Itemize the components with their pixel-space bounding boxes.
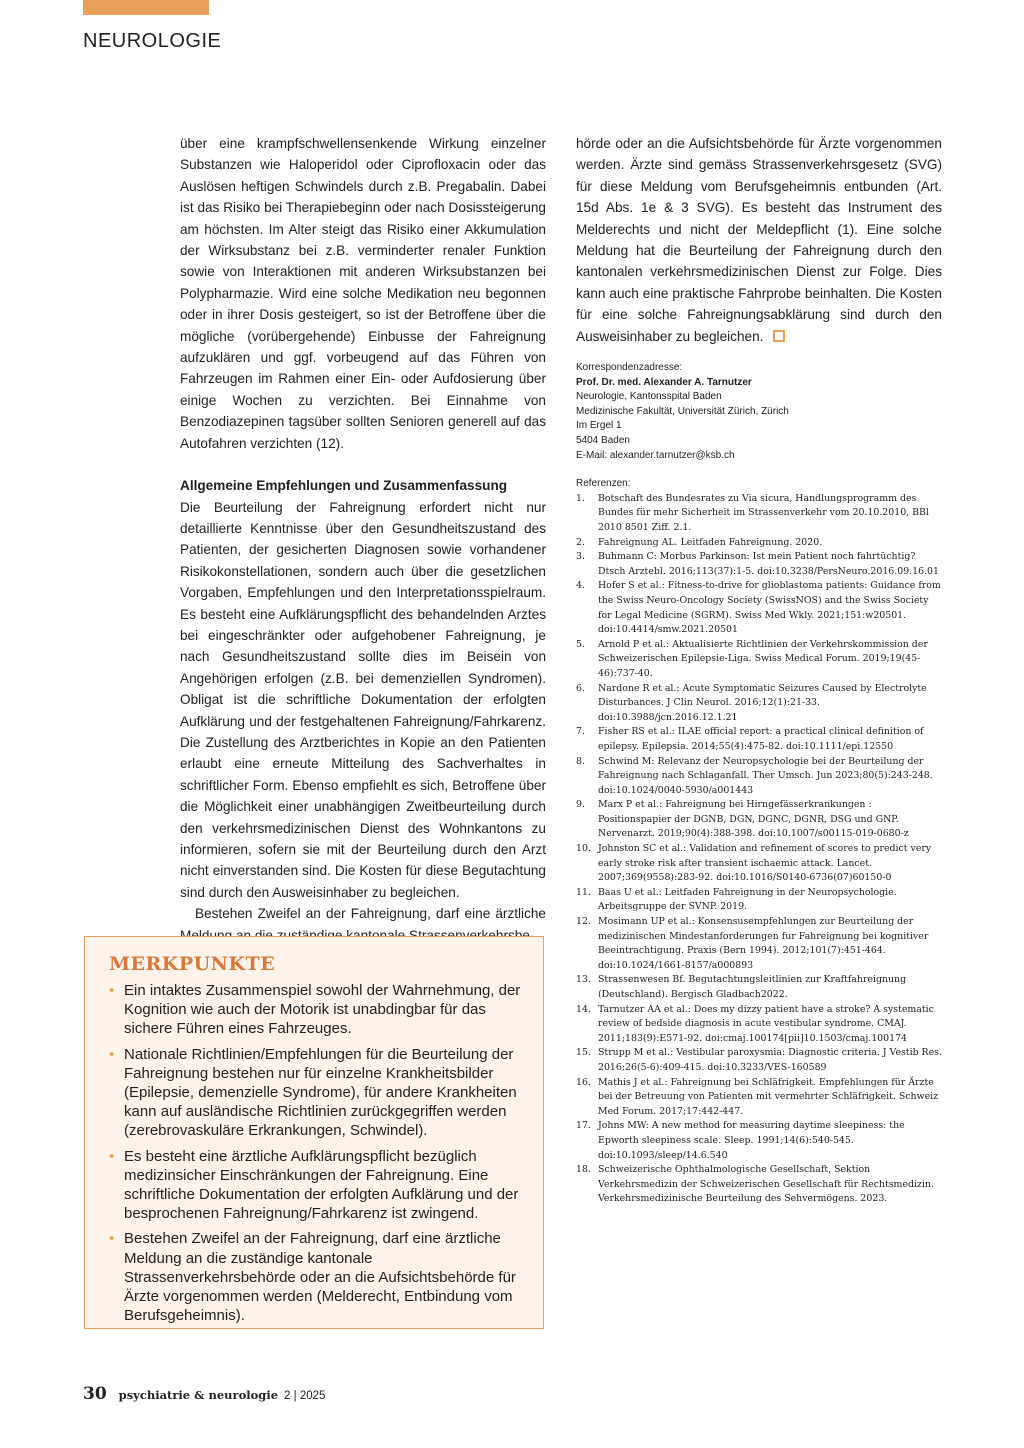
reference-item xyxy=(576,915,942,973)
reference-item xyxy=(576,682,942,726)
page-number: 30 xyxy=(83,1384,107,1404)
reference-number: 11. xyxy=(576,886,591,898)
reference-text: Johns MW: A new method for measuring daytime sleepiness: the Epworth sleepiness scale. Sleep. 1991;14(6):540-545. doi:10.1093/sleep/14.6.540 xyxy=(598,1120,905,1161)
bullet-icon: • xyxy=(109,1147,115,1165)
bullet-icon: • xyxy=(109,1230,115,1248)
reference-text: Strupp M et al.: Vestibular paroxysmia: Diagnostic criteria. J Vestib Res. 2016;26(5-6):409-415. doi:10.3233/VES-160589 xyxy=(598,1047,942,1073)
key-point-text: Bestehen Zweifel an der Fahreignung, darf eine ärztliche Meldung an die zuständige kantonale Strassenverkehrsbehörde oder an die Aufsichtsbehörde für Ärzte vorgenommen werden (Melderecht, Entbindung vom Berufsgeheimnis). xyxy=(124,1230,516,1325)
key-point-item xyxy=(109,1229,521,1325)
reference-text: Strassenwesen Bf. Begutachtungsleitlinien zur Kraftfahreignung (Deutschland). Bergisch Gladbach2022. xyxy=(598,974,907,1000)
key-point-item xyxy=(109,1045,521,1141)
reference-item xyxy=(576,1163,942,1207)
reference-number: 14. xyxy=(576,1003,591,1015)
contact-line: Neurologie, Kantonsspital Baden xyxy=(576,391,722,403)
reference-number: 18. xyxy=(576,1164,591,1176)
key-point-text: Es besteht eine ärztliche Aufklärungspflicht bezüglich medizinsicher Einschränkungen der Fahreignung. Eine schriftliche Dokumentation der erfolgten Aufklärung und der besprochenen Fahreignung/Fahrkarenz ist zwingend. xyxy=(124,1147,519,1223)
reference-text: Mathis J et al.: Fahreignung bei Schläfrigkeit. Empfehlungen für Ärzte bei der Betreuung von Patienten mit vermehrter Schläfrigkeit. Schweiz Med Forum. 2017;17:442-447. xyxy=(598,1076,939,1117)
body-paragraph-text: hörde oder an die Aufsichtsbehörde für Ärzte vorgenommen werden. Ärzte sind gemäss Strassenverkehrsgesetz (SVG) für diese Meldung vom Berufsgeheimnis entbunden (Art. 15d Abs. 1e & 3 SVG). Es besteht das Instrument des Melderechts und nicht der Meldepflicht (1). Eine solche Meldung hat die Beurteilung der Fahreignung durch den kantonalen verkehrsmedizinischen Dienst zur Folge. Dies kann auch eine praktische Fahrprobe beinhalten. Die Kosten für eine solche Fahreignungsabklärung sind durch den Ausweisinhaber zu begleichen. xyxy=(576,136,942,344)
reference-text: Fahreignung AL. Leitfaden Fahreignung. 2020. xyxy=(598,536,823,548)
reference-text: Schweizerische Ophthalmologische Gesellschaft, Sektion Verkehrsmedizin der Schweizerischen Gesellschaft für Rechtsmedizin. Verkehrsmedizinische Beurteilung des Sehvermögens. 2023. xyxy=(598,1164,934,1205)
references-list xyxy=(576,492,942,1207)
reference-item xyxy=(576,973,942,1002)
section-heading: Allgemeine Empfehlungen und Zusammenfassung xyxy=(180,478,508,494)
reference-number: 15. xyxy=(576,1047,591,1059)
reference-text: Johnston SC et al.: Validation and refinement of scores to predict very early stroke risk after transient ischaemic attack. Lancet. 2007;369(9558):283-92. doi:10.1016/S0140-6736(07)60150-0 xyxy=(598,843,932,884)
reference-item xyxy=(576,842,942,886)
reference-text: Marx P et al.: Fahreignung bei Hirngefässerkrankungen : Positionspapier der DGNB, DGN, DGNC, DGNR, DSG und GNP. Nervenarzt. 2019;90(4):388-398. doi:10.1007/s00115-019-0680-z xyxy=(598,799,909,840)
reference-number: 7. xyxy=(576,726,585,738)
reference-text: Botschaft des Bundesrates zu Via sicura, Handlungsprogramm des Bundes für mehr Sicherheit im Strassenverkehr vom 20.10.2010, BBl 2010 8501 Ziff. 2.1. xyxy=(598,492,929,533)
key-points-title: MERKPUNKTE xyxy=(109,953,276,975)
reference-item xyxy=(576,1076,942,1120)
reference-number: 16. xyxy=(576,1076,591,1088)
contact-label: Korrespondenzadresse: xyxy=(576,362,683,374)
page-footer xyxy=(83,1384,325,1404)
references-title: Referenzen: xyxy=(576,478,631,490)
reference-number: 5. xyxy=(576,638,585,650)
key-points-box xyxy=(84,936,544,1329)
reference-item xyxy=(576,550,942,579)
body-paragraph: Die Beurteilung der Fahreignung erfordert nicht nur detaillierte Kenntnisse über den Gesundheitszustand des Patienten, der gesicherten Diagnosen sowie vorhandener Risikokonstellationen, sondern auch über die gesetzlichen Vorgaben, Empfehlungen und den Interpretationsspielraum. Es besteht eine Aufklärungspflicht des behandelnden Arztes bei eingeschränkter oder aufgehobener Fahreignung, je nach Gesundheitszustand sollte dies im Beisein von Angehörigen erfolgen (z.B. bei demenziellen Syndromen). Obligat ist die schriftliche Dokumentation der erfolgten Aufklärung und der festgehaltenen Fahreignung/Fahrkarenz. Die Zustellung des Arztberichtes in Kopie an den Patienten erlaubt eine erneute Mitteilung des Sachverhaltes in schriftlicher Form. Ebenso empfiehlt es sich, Betroffene über die Möglichkeit einer unabhängigen Zweitbeurteilung durch den verkehrsmedizinischen Dienst des Wohnkantons zu informieren, sofern sie mit der Beurteilung durch den Arzt nicht einverstanden sind. Die Kosten für diese Begutachtung sind durch den Ausweisinhaber zu begleichen. xyxy=(180,499,546,900)
reference-item xyxy=(576,579,942,637)
left-column xyxy=(180,133,546,946)
reference-item xyxy=(576,798,942,842)
author-name: Prof. Dr. med. Alexander A. Tarnutzer xyxy=(576,376,752,388)
reference-number: 9. xyxy=(576,799,585,811)
reference-number: 8. xyxy=(576,755,585,767)
journal-title: psychiatrie & neurologie xyxy=(118,1388,279,1402)
reference-text: Hofer S et al.: Fitness-to-drive for glioblastoma patients: Guidance from the Swiss Neuro-Oncology Society (SwissNOS) and the Swiss Society for Legal Medicine (SGRM). Swiss Med Wkly. 2021;151:w20501. doi:10.4414/smw.2021.20501 xyxy=(598,580,941,636)
key-points-list xyxy=(109,981,521,1325)
reference-text: Schwind M: Relevanz der Neuropsychologie bei der Beurteilung der Fahreignung nach Schlaganfall. Ther Umsch. Jun 2023;80(5):243-248. doi:10.1024/0040-5930/a001443 xyxy=(598,755,933,796)
header-accent-bar xyxy=(83,0,209,15)
section-label: NEUROLOGIE xyxy=(83,30,222,52)
reference-item xyxy=(576,886,942,915)
reference-item xyxy=(576,1119,942,1163)
reference-item xyxy=(576,492,942,536)
right-column xyxy=(576,133,942,1207)
key-point-text: Nationale Richtlinien/Empfehlungen für die Beurteilung der Fahreignung bestehen nur für einzelne Krankheitsbilder (Epilepsie, demenzielle Syndrome), für andere Krankheiten kann auf ausländische Richtlinien zurückgegriffen werden (zerebrovaskuläre Erkrankungen, Schwindel). xyxy=(124,1045,517,1140)
reference-number: 13. xyxy=(576,974,591,986)
contact-line: Im Ergel 1 xyxy=(576,420,622,432)
key-point-item xyxy=(109,981,521,1039)
references xyxy=(576,477,942,1207)
bullet-icon: • xyxy=(109,1045,115,1063)
reference-number: 17. xyxy=(576,1120,591,1132)
key-point-item xyxy=(109,1147,521,1224)
contact-email: E-Mail: alexander.tarnutzer@ksb.ch xyxy=(576,449,735,461)
body-paragraph xyxy=(576,133,942,347)
reference-item xyxy=(576,725,942,754)
reference-number: 2. xyxy=(576,536,585,548)
reference-number: 12. xyxy=(576,916,591,928)
correspondence-address xyxy=(576,361,942,463)
reference-number: 4. xyxy=(576,580,585,592)
end-of-article-icon xyxy=(773,330,785,342)
contact-line: 5404 Baden xyxy=(576,435,630,447)
reference-item xyxy=(576,1046,942,1075)
body-paragraph: Bestehen Zweifel an der Fahreignung, darf eine ärztliche xyxy=(195,906,546,922)
reference-number: 10. xyxy=(576,843,591,855)
key-point-text: Ein intaktes Zusammenspiel sowohl der Wahrnehmung, der Kognition wie auch der Motorik ist unabdingbar für das sichere Führen eines Fahrzeuges. xyxy=(124,982,521,1038)
reference-item xyxy=(576,638,942,682)
reference-text: Baas U et al.: Leitfaden Fahreignung in der Neuropsychologie. Arbeitsgruppe der SVNP. 2019. xyxy=(598,886,897,913)
reference-number: 3. xyxy=(576,551,585,563)
bullet-icon: • xyxy=(109,982,115,999)
contact-line: Medizinische Fakultät, Universität Zürich, Zürich xyxy=(576,405,789,417)
reference-item xyxy=(576,755,942,799)
reference-number: 1. xyxy=(576,492,585,504)
journal-issue: 2 | 2025 xyxy=(284,1390,326,1402)
reference-text: Buhmann C: Morbus Parkinson: Ist mein Patient noch fahrtüchtig? Dtsch Arztebl. 2016;113(37):1-5. doi:10.3238/PersNeuro.2016.09.16.01 xyxy=(598,551,939,577)
reference-item xyxy=(576,536,942,551)
reference-number: 6. xyxy=(576,682,585,694)
reference-text: Nardone R et al.: Acute Symptomatic Seizures Caused by Electrolyte Disturbances. J Clin Neurol. 2016;12(1):21-33. doi:10.3988/jcn.2016.12.1.21 xyxy=(598,682,927,723)
reference-text: Tarnutzer AA et al.: Does my dizzy patient have a stroke? A systematic review of bedside diagnosis in acute vestibular syndrome. CMAJ. 2011;183(9):E571-92. doi:cmaj.100174[pii]10.1503/cmaj.100174 xyxy=(598,1003,934,1044)
reference-text: Arnold P et al.: Aktualisierte Richtlinien der Verkehrskommission der Schweizerischen Epilepsie-Liga. Swiss Medical Forum. 2019;19(45-46):737-40. xyxy=(598,638,928,679)
reference-text: Mosimann UP et al.: Konsensusempfehlungen zur Beurteilung der medizinischen Mindestanforderungen fur Fahreignung bei kognitiver Beeintrachtigung. Praxis (Bern 1994). 2012;101(7):451-464. doi:10.1024/1661-8157/a000893 xyxy=(598,916,929,971)
reference-item xyxy=(576,1003,942,1047)
body-paragraph: über eine krampfschwellensenkende Wirkung einzelner Substanzen wie Haloperidol oder Ciprofloxacin oder das Auslösen heftigen Schwindels durch z.B. Pregabalin. Dabei ist das Risiko bei Therapiebeginn oder nach Dosissteigerung am höchsten. Im Alter steigt das Risiko einer Akkumulation der Wirksubstanz bei z.B. verminderter renaler Funktion sowie von Interaktionen mit anderen Wirksubstanzen bei Polypharmazie. Wird eine solche Medikation neu begonnen oder in ihrer Dosis gesteigert, so ist der Betroffene über die mögliche (vorübergehende) Einbusse der Fahreignung aufzuklären und ggf. vorbeugend auf das Führen von Fahrzeugen im Rahmen einer Ein- oder Aufdosierung über einige Wochen zu verzichten. Bei Einnahme von Benzodiazepinen tagsüber sollten Senioren generell auf das Autofahren verzichten (12). xyxy=(180,136,546,451)
reference-text: Fisher RS et al.: ILAE official report: a practical clinical definition of epilepsy. Epilepsia. 2014;55(4):475-82. doi:10.1111/epi.12550 xyxy=(598,726,924,752)
